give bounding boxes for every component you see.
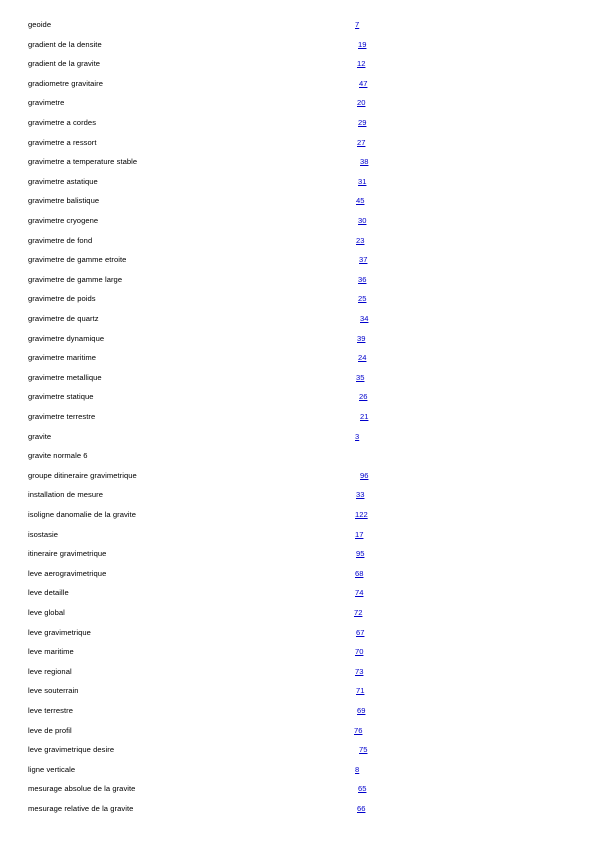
index-entry	[0, 432, 595, 446]
index-entry	[0, 275, 595, 289]
index-term: gravimetre statique	[28, 392, 94, 402]
index-term: gravimetre a ressort	[28, 137, 97, 147]
page-number-link[interactable]: 45	[356, 196, 365, 206]
index-entry	[0, 569, 595, 583]
index-entry	[0, 216, 595, 230]
index-entry	[0, 98, 595, 112]
page-number-link[interactable]: 75	[359, 745, 368, 755]
page-number-link[interactable]: 17	[355, 529, 364, 539]
index-term: gravimetre balistique	[28, 196, 100, 206]
page-number-link[interactable]: 72	[354, 608, 363, 617]
page-number-link[interactable]: 96	[360, 470, 369, 480]
index-term: itineraire gravimetrique	[28, 549, 107, 559]
index-entry	[0, 255, 595, 269]
page-number-link[interactable]: 21	[360, 412, 369, 421]
index-entry	[0, 549, 595, 563]
index-entry	[0, 138, 595, 152]
index-term: gravimetre	[28, 98, 65, 108]
index-term: gradient de la gravite	[28, 59, 101, 69]
index-term: mesurage absolue de la gravite	[28, 784, 136, 794]
index-entry	[0, 628, 595, 642]
index-term: gravimetre de gamme large	[28, 274, 123, 284]
index-entry	[0, 157, 595, 171]
index-term: gravimetre cryogene	[28, 216, 99, 225]
page-number-link[interactable]: 7	[355, 20, 360, 29]
index-term: gravimetre maritime	[28, 353, 97, 363]
index-term: leve global	[28, 608, 65, 617]
index-term: geoide	[28, 20, 52, 29]
page-number-link[interactable]: 39	[357, 333, 366, 343]
index-term: gravimetre dynamique	[28, 333, 105, 343]
index-entry	[0, 118, 595, 132]
page-number-link[interactable]: 69	[357, 706, 366, 715]
page-number-link[interactable]: 65	[358, 784, 367, 794]
page-number-link[interactable]: 95	[356, 549, 365, 559]
page-number-link[interactable]: 23	[356, 235, 365, 245]
index-term: isoligne danomalie de la gravite	[28, 510, 136, 519]
index-term: gravimetre de quartz	[28, 314, 99, 323]
page-number-link[interactable]: 76	[354, 725, 363, 735]
index-term: leve de profil	[28, 725, 72, 735]
index-term: ligne verticale	[28, 764, 76, 774]
index-term: gravimetre astatique	[28, 176, 98, 186]
index-entry	[0, 745, 595, 759]
index-entry	[0, 471, 595, 485]
index-term: leve detaille	[28, 588, 69, 598]
index-term: leve gravimetrique	[28, 627, 91, 637]
index-entry	[0, 59, 595, 73]
index-entry	[0, 667, 595, 681]
index-entry	[0, 392, 595, 406]
index-term: leve aerogravimetrique	[28, 568, 107, 578]
index-entry	[0, 784, 595, 798]
page-number-link[interactable]: 34	[360, 314, 369, 323]
index-term: leve maritime	[28, 647, 74, 657]
index-entry	[0, 588, 595, 602]
page-number-link[interactable]: 70	[355, 647, 364, 657]
index-term: leve terrestre	[28, 706, 74, 715]
index-entry	[0, 20, 595, 34]
page-number-link[interactable]: 122	[355, 510, 368, 519]
index-entry	[0, 412, 595, 426]
index-term: leve regional	[28, 666, 72, 676]
index-term: installation de mesure	[28, 490, 103, 500]
index-entry	[0, 530, 595, 544]
index-entry	[0, 196, 595, 210]
index-entry	[0, 294, 595, 308]
page-number-link[interactable]: 30	[358, 216, 367, 225]
page-number-link[interactable]: 26	[359, 392, 368, 402]
page-number-link[interactable]: 3	[355, 431, 360, 441]
page-number-link[interactable]: 24	[358, 353, 367, 363]
index-term: leve souterrain	[28, 686, 79, 696]
page-number-link[interactable]: 31	[358, 176, 367, 186]
index-entry	[0, 608, 595, 622]
index-entry	[0, 686, 595, 700]
index-entry	[0, 765, 595, 779]
page-number-link[interactable]: 12	[357, 59, 366, 69]
index-entry	[0, 314, 595, 328]
index-entry	[0, 490, 595, 504]
page-number-link[interactable]: 67	[356, 627, 365, 637]
page-number-link[interactable]: 68	[355, 568, 364, 578]
index-term: gravimetre de fond	[28, 235, 93, 245]
page-number-link[interactable]: 27	[357, 137, 366, 147]
index-term: gravimetre de poids	[28, 294, 96, 304]
index-entry	[0, 647, 595, 661]
index-entry	[0, 726, 595, 740]
page-number-link[interactable]: 19	[358, 39, 367, 49]
index-term: gradiometre gravitaire	[28, 78, 103, 88]
page-number-link[interactable]: 36	[358, 274, 367, 284]
page-number-link[interactable]: 71	[356, 686, 365, 696]
page-number-link[interactable]: 66	[357, 804, 366, 813]
index-entry	[0, 706, 595, 720]
index-term: gravimetre metallique	[28, 372, 102, 382]
index-term: groupe ditineraire gravimetrique	[28, 470, 137, 480]
index-entry	[0, 236, 595, 250]
page-number-link[interactable]: 38	[360, 157, 369, 167]
index-entry	[0, 353, 595, 367]
index-entry	[0, 451, 595, 465]
page-number-link[interactable]: 37	[359, 255, 368, 265]
index-term: gravimetre a temperature stable	[28, 157, 138, 167]
page-number-link[interactable]: 29	[358, 118, 367, 127]
index-term: gravite normale 6	[28, 451, 88, 461]
index-entry	[0, 177, 595, 191]
page-number-link[interactable]: 73	[355, 666, 364, 676]
index-term: gravimetre a cordes	[28, 118, 97, 127]
index-entry	[0, 79, 595, 93]
page-number-link[interactable]: 20	[357, 98, 366, 108]
index-term: gravimetre de gamme etroite	[28, 255, 127, 265]
index-term: gravite	[28, 431, 52, 441]
index-term: leve gravimetrique desire	[28, 745, 115, 755]
index-entry	[0, 510, 595, 524]
page-number-link[interactable]: 74	[355, 588, 364, 598]
index-entry	[0, 804, 595, 818]
page-number-link[interactable]: 8	[355, 764, 360, 774]
page-number-link[interactable]: 25	[358, 294, 367, 304]
page-number-link[interactable]: 47	[359, 78, 368, 88]
page-number-link[interactable]: 35	[356, 372, 365, 382]
index-entry	[0, 334, 595, 348]
index-term: mesurage relative de la gravite	[28, 804, 134, 813]
index-entry	[0, 40, 595, 54]
index-term: isostasie	[28, 529, 58, 539]
index-term: gradient de la densite	[28, 39, 102, 49]
page-number-link[interactable]: 33	[356, 490, 365, 500]
index-term: gravimetre terrestre	[28, 412, 96, 421]
index-entry	[0, 373, 595, 387]
